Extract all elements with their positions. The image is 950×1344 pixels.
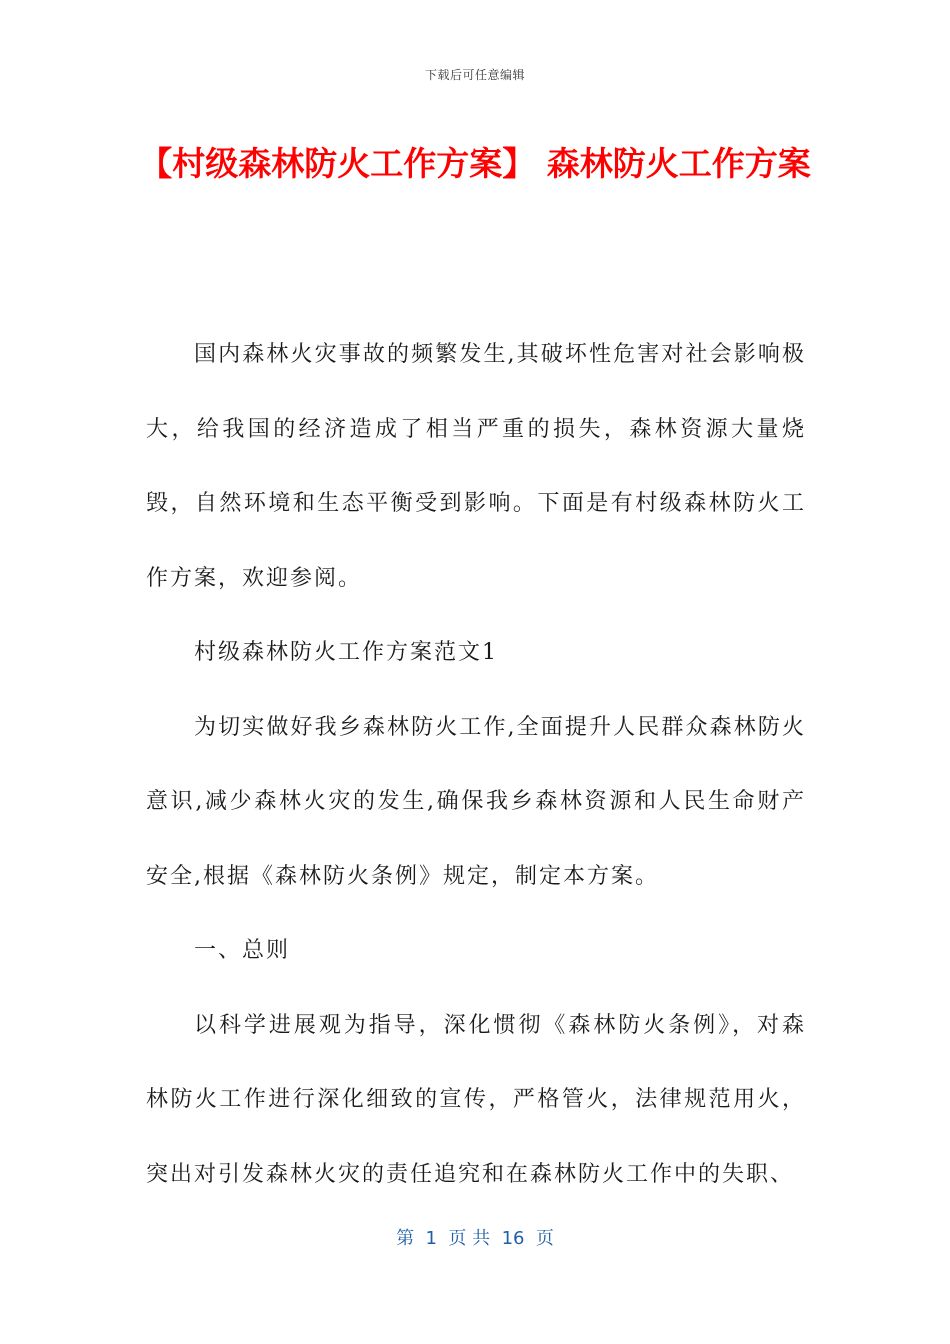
section-heading-sample-1: 村级森林防火工作方案范文1 xyxy=(194,640,498,665)
document-title: 【村级森林防火工作方案】 森林防火工作方案 xyxy=(139,144,811,183)
general-paragraph: 以科学进展观为指导，深化惯彻《森林防火条例》，对森林防火工作进行深化细致的宣传，严格管火，法律规范用火，突出对引发森林火灾的责任追究和在森林防火工作中的失职、 xyxy=(146,1012,806,1187)
page-footer: 第 1 页 共 16 页 xyxy=(396,1228,554,1249)
intro-paragraph: 国内森林火灾事故的频繁发生,其破坏性危害对社会影响极大，给我国的经济造成了相当严重的损失，森林资源大量烧毁，自然环境和生态平衡受到影响。下面是有村级森林防火工作方案，欢迎参阅。 xyxy=(146,342,806,591)
purpose-paragraph: 为切实做好我乡森林防火工作,全面提升人民群众森林防火意识,减少森林火灾的发生,确保我乡森林资源和人民生命财产安全,根据《森林防火条例》规定，制定本方案。 xyxy=(146,714,806,889)
header-note: 下载后可任意编辑 xyxy=(424,68,525,82)
section-heading-general: 一、总则 xyxy=(194,938,291,963)
document-body xyxy=(146,318,806,1212)
